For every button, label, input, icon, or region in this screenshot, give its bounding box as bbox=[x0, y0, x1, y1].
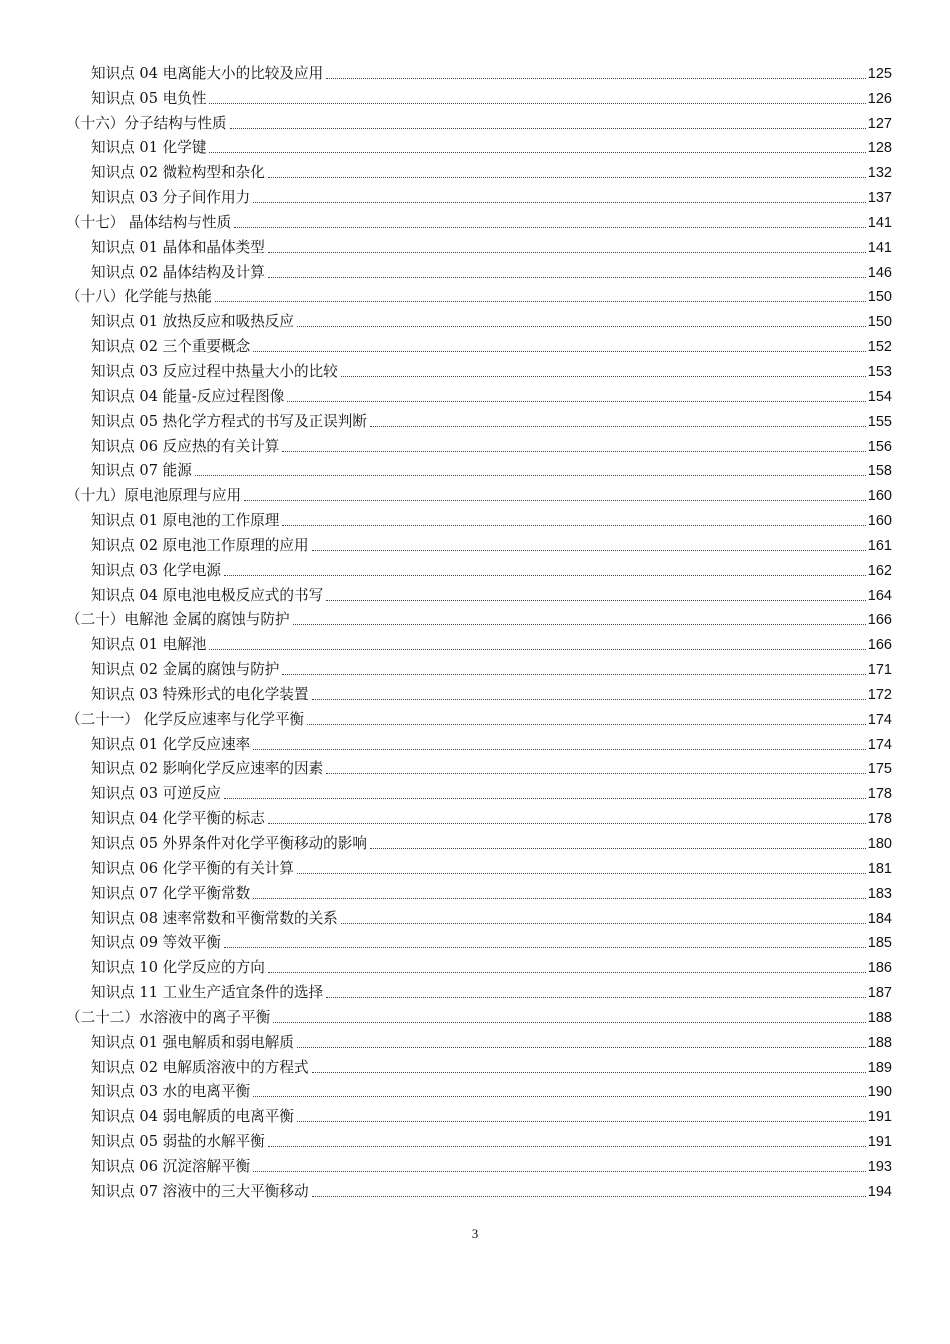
toc-subentry[interactable] bbox=[66, 903, 892, 928]
toc-page-number: 166 bbox=[867, 637, 892, 654]
toc-entry-label: 知识点 03 化学电源 bbox=[91, 561, 222, 579]
toc-entry-label: 知识点 06 化学平衡的有关计算 bbox=[91, 859, 294, 877]
toc-subentry[interactable] bbox=[66, 754, 892, 779]
toc-entry-label: 知识点 07 溶液中的三大平衡移动 bbox=[91, 1182, 309, 1200]
toc-entry-label: 知识点 01 晶体和晶体类型 bbox=[91, 238, 265, 256]
toc-subentry[interactable] bbox=[66, 878, 892, 903]
toc-chapter-entry[interactable] bbox=[66, 282, 892, 307]
dot-leader bbox=[230, 128, 866, 129]
toc-subentry[interactable] bbox=[66, 1101, 892, 1126]
dot-leader bbox=[297, 873, 866, 874]
toc-page-number: 172 bbox=[867, 686, 892, 703]
toc-page-number: 190 bbox=[867, 1084, 892, 1101]
toc-chapter-entry[interactable] bbox=[66, 704, 892, 729]
toc-page-number: 191 bbox=[867, 1134, 892, 1151]
toc-page-number: 132 bbox=[867, 165, 892, 182]
toc-entry-label: 知识点 01 放热反应和吸热反应 bbox=[91, 313, 294, 331]
toc-entry-label: 知识点 07 能源 bbox=[91, 462, 192, 480]
dot-leader bbox=[209, 103, 865, 104]
toc-subentry[interactable] bbox=[66, 778, 892, 803]
dot-leader bbox=[268, 1146, 866, 1147]
dot-leader bbox=[326, 997, 866, 998]
toc-chapter-entry[interactable] bbox=[66, 1002, 892, 1027]
toc-subentry[interactable] bbox=[66, 133, 892, 158]
toc-subentry[interactable] bbox=[66, 729, 892, 754]
toc-entry-label: 知识点 05 外界条件对化学平衡移动的影响 bbox=[91, 835, 367, 852]
dot-leader bbox=[253, 202, 866, 203]
dot-leader bbox=[370, 848, 866, 849]
toc-entry-label: （十九）原电池原理与应用 bbox=[66, 487, 242, 505]
toc-page-number: 185 bbox=[867, 935, 892, 952]
dot-leader bbox=[253, 351, 866, 352]
toc-chapter-entry[interactable] bbox=[66, 207, 892, 232]
toc-subentry[interactable] bbox=[66, 505, 892, 530]
toc-entry-label: 知识点 03 可逆反应 bbox=[91, 785, 222, 803]
toc-entry-label: 知识点 02 晶体结构及计算 bbox=[91, 263, 265, 281]
toc-page-number: 154 bbox=[867, 388, 892, 405]
dot-leader bbox=[287, 401, 865, 402]
toc-subentry[interactable] bbox=[66, 555, 892, 580]
dot-leader bbox=[293, 624, 866, 625]
toc-entry-label: 知识点 09 等效平衡 bbox=[91, 934, 222, 952]
toc-page-number: 189 bbox=[867, 1059, 892, 1076]
toc-page-number: 153 bbox=[867, 363, 892, 380]
toc-chapter-entry[interactable] bbox=[66, 480, 892, 505]
toc-entry-label: 知识点 05 电负性 bbox=[91, 89, 207, 107]
dot-leader bbox=[273, 1022, 865, 1023]
dot-leader bbox=[224, 947, 866, 948]
dot-leader bbox=[253, 898, 866, 899]
toc-page-number: 188 bbox=[867, 1034, 892, 1051]
dot-leader bbox=[312, 550, 866, 551]
dot-leader bbox=[215, 301, 866, 302]
toc-page-number: 126 bbox=[867, 90, 892, 107]
toc-entry-label: 知识点 01 原电池的工作原理 bbox=[91, 512, 280, 530]
toc-subentry[interactable] bbox=[66, 58, 892, 83]
toc-page-number: 161 bbox=[867, 537, 892, 554]
toc-subentry[interactable] bbox=[66, 306, 892, 331]
dot-leader bbox=[209, 649, 865, 650]
toc-subentry[interactable] bbox=[66, 456, 892, 481]
toc-subentry[interactable] bbox=[66, 530, 892, 555]
toc-entry-label: 知识点 01 化学反应速率 bbox=[91, 735, 251, 753]
dot-leader bbox=[312, 1072, 866, 1073]
dot-leader bbox=[253, 749, 866, 750]
toc-entry-label: （二十一） 化学反应速率与化学平衡 bbox=[66, 710, 305, 728]
toc-entry-label: 知识点 07 化学平衡常数 bbox=[91, 884, 251, 902]
toc-page-number: 155 bbox=[867, 413, 892, 430]
dot-leader bbox=[268, 972, 866, 973]
toc-subentry[interactable] bbox=[66, 232, 892, 257]
page-number: 3 bbox=[471, 1226, 479, 1241]
toc-entry-label: 知识点 03 水的电离平衡 bbox=[91, 1083, 251, 1101]
toc-subentry[interactable] bbox=[66, 381, 892, 406]
toc-subentry[interactable] bbox=[66, 853, 892, 878]
toc-entry-label: 知识点 06 反应热的有关计算 bbox=[91, 437, 280, 455]
toc-entry-label: 知识点 03 反应过程中热量大小的比较 bbox=[91, 362, 338, 380]
toc-page-number: 171 bbox=[867, 662, 892, 679]
dot-leader bbox=[326, 773, 866, 774]
dot-leader bbox=[268, 252, 866, 253]
dot-leader bbox=[312, 699, 866, 700]
toc-page-number: 128 bbox=[867, 140, 892, 157]
toc-page-number: 191 bbox=[867, 1109, 892, 1126]
toc-entry-label: 知识点 02 电解质溶液中的方程式 bbox=[91, 1058, 309, 1076]
toc-entry-label: 知识点 02 原电池工作原理的应用 bbox=[91, 536, 309, 554]
toc-subentry[interactable] bbox=[66, 1077, 892, 1102]
toc-page-number: 178 bbox=[867, 811, 892, 828]
toc-page-number: 181 bbox=[867, 860, 892, 877]
dot-leader bbox=[253, 1096, 866, 1097]
toc-page-number: 141 bbox=[867, 214, 892, 231]
toc-page-number: 146 bbox=[867, 264, 892, 281]
toc-page-number: 137 bbox=[867, 190, 892, 207]
toc-page-number: 162 bbox=[867, 562, 892, 579]
dot-leader bbox=[326, 78, 866, 79]
toc-entry-label: 知识点 03 特殊形式的电化学装置 bbox=[91, 685, 309, 703]
toc-subentry[interactable] bbox=[66, 257, 892, 282]
dot-leader bbox=[253, 1171, 866, 1172]
toc-entry-label: （二十二）水溶液中的离子平衡 bbox=[66, 1008, 271, 1026]
toc-entry-label: 知识点 11 工业生产适宜条件的选择 bbox=[91, 984, 324, 1002]
dot-leader bbox=[297, 1047, 866, 1048]
toc-page-number: 152 bbox=[867, 339, 892, 356]
dot-leader bbox=[307, 724, 866, 725]
toc-page-number: 158 bbox=[867, 463, 892, 480]
toc-page-number: 156 bbox=[867, 438, 892, 455]
toc-page-number: 187 bbox=[867, 985, 892, 1002]
toc-subentry[interactable] bbox=[66, 629, 892, 654]
toc-subentry[interactable] bbox=[66, 654, 892, 679]
toc-entry-label: （二十）电解池 金属的腐蚀与防护 bbox=[66, 611, 290, 629]
table-of-contents bbox=[66, 58, 892, 1201]
toc-subentry[interactable] bbox=[66, 1052, 892, 1077]
toc-entry-label: 知识点 10 化学反应的方向 bbox=[91, 959, 265, 977]
dot-leader bbox=[370, 426, 866, 427]
dot-leader bbox=[268, 177, 866, 178]
dot-leader bbox=[244, 500, 866, 501]
toc-page-number: 166 bbox=[867, 612, 892, 629]
toc-entry-label: 知识点 04 化学平衡的标志 bbox=[91, 810, 265, 828]
toc-entry-label: 知识点 01 电解池 bbox=[91, 636, 207, 654]
toc-entry-label: 知识点 04 原电池电极反应式的书写 bbox=[91, 586, 324, 604]
toc-subentry[interactable] bbox=[66, 803, 892, 828]
toc-page-number: 175 bbox=[867, 761, 892, 778]
toc-entry-label: 知识点 02 三个重要概念 bbox=[91, 338, 251, 356]
toc-subentry[interactable] bbox=[66, 431, 892, 456]
toc-page-number: 188 bbox=[867, 1009, 892, 1026]
toc-subentry[interactable] bbox=[66, 828, 892, 853]
toc-entry-label: 知识点 04 电离能大小的比较及应用 bbox=[91, 64, 324, 82]
toc-entry-label: 知识点 05 弱盐的水解平衡 bbox=[91, 1133, 265, 1151]
toc-entry-label: 知识点 02 微粒构型和杂化 bbox=[91, 164, 265, 182]
toc-subentry[interactable] bbox=[66, 1151, 892, 1176]
toc-page-number: 174 bbox=[867, 736, 892, 753]
dot-leader bbox=[297, 326, 866, 327]
toc-page-number: 141 bbox=[867, 239, 892, 256]
toc-entry-label: 知识点 02 影响化学反应速率的因素 bbox=[91, 760, 324, 778]
dot-leader bbox=[326, 600, 866, 601]
dot-leader bbox=[234, 227, 866, 228]
toc-subentry[interactable] bbox=[66, 679, 892, 704]
dot-leader bbox=[341, 376, 866, 377]
toc-entry-label: （十八）化学能与热能 bbox=[66, 288, 212, 306]
dot-leader bbox=[341, 923, 866, 924]
toc-subentry[interactable] bbox=[66, 952, 892, 977]
toc-page-number: 125 bbox=[867, 65, 892, 82]
dot-leader bbox=[268, 277, 866, 278]
toc-subentry[interactable] bbox=[66, 928, 892, 953]
toc-entry-label: 知识点 04 能量-反应过程图像 bbox=[91, 387, 285, 405]
dot-leader bbox=[268, 823, 866, 824]
toc-entry-label: （十六）分子结构与性质 bbox=[66, 114, 227, 132]
toc-page-number: 174 bbox=[867, 711, 892, 728]
toc-subentry[interactable] bbox=[66, 406, 892, 431]
dot-leader bbox=[224, 575, 866, 576]
toc-subentry[interactable] bbox=[66, 157, 892, 182]
toc-page-number: 160 bbox=[867, 488, 892, 505]
toc-subentry[interactable] bbox=[66, 580, 892, 605]
toc-page-number: 164 bbox=[867, 587, 892, 604]
toc-subentry[interactable] bbox=[66, 331, 892, 356]
toc-subentry[interactable] bbox=[66, 182, 892, 207]
toc-entry-label: 知识点 04 弱电解质的电离平衡 bbox=[91, 1108, 294, 1126]
toc-chapter-entry[interactable] bbox=[66, 108, 892, 133]
toc-page-number: 178 bbox=[867, 786, 892, 803]
toc-subentry[interactable] bbox=[66, 1176, 892, 1201]
toc-entry-label: 知识点 03 分子间作用力 bbox=[91, 189, 251, 207]
toc-page-number: 186 bbox=[867, 960, 892, 977]
toc-page-number: 193 bbox=[867, 1158, 892, 1175]
toc-subentry[interactable] bbox=[66, 83, 892, 108]
toc-page-number: 180 bbox=[867, 836, 892, 852]
toc-entry-label: 知识点 01 强电解质和弱电解质 bbox=[91, 1033, 294, 1051]
toc-page-number: 184 bbox=[867, 910, 892, 927]
toc-entry-label: 知识点 02 金属的腐蚀与防护 bbox=[91, 661, 280, 679]
dot-leader bbox=[209, 152, 865, 153]
toc-page-number: 150 bbox=[867, 314, 892, 331]
toc-subentry[interactable] bbox=[66, 977, 892, 1002]
toc-page-number: 160 bbox=[867, 513, 892, 530]
dot-leader bbox=[297, 1121, 866, 1122]
dot-leader bbox=[282, 674, 865, 675]
toc-page-number: 127 bbox=[867, 115, 892, 132]
dot-leader bbox=[282, 451, 865, 452]
toc-subentry[interactable] bbox=[66, 1027, 892, 1052]
toc-entry-label: 知识点 06 沉淀溶解平衡 bbox=[91, 1157, 251, 1175]
dot-leader bbox=[195, 475, 866, 476]
toc-entry-label: （十七） 晶体结构与性质 bbox=[66, 213, 232, 231]
toc-page-number: 183 bbox=[867, 885, 892, 902]
toc-entry-label: 知识点 08 速率常数和平衡常数的关系 bbox=[91, 909, 338, 927]
toc-entry-label: 知识点 05 热化学方程式的书写及正误判断 bbox=[91, 412, 367, 430]
dot-leader bbox=[282, 525, 865, 526]
toc-page-number: 150 bbox=[867, 289, 892, 306]
toc-subentry[interactable] bbox=[66, 356, 892, 381]
dot-leader bbox=[224, 798, 866, 799]
toc-chapter-entry[interactable] bbox=[66, 605, 892, 630]
dot-leader bbox=[312, 1196, 866, 1197]
toc-entry-label: 知识点 01 化学键 bbox=[91, 139, 207, 157]
toc-page-number: 194 bbox=[867, 1183, 892, 1200]
toc-subentry[interactable] bbox=[66, 1126, 892, 1151]
